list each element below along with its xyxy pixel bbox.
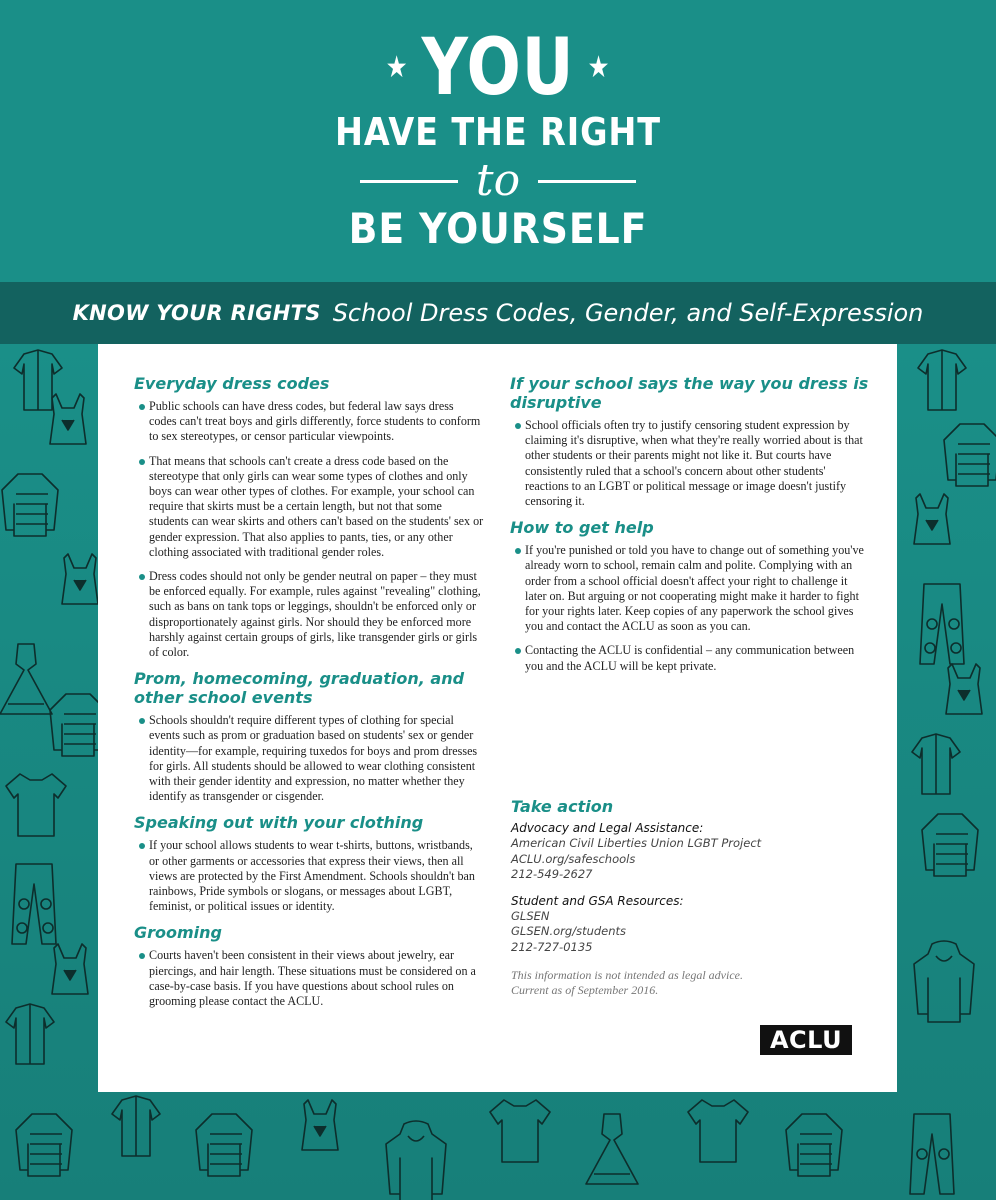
take-action-heading: Take action	[511, 797, 614, 816]
sweater-sketch-icon	[944, 424, 996, 486]
aclu-logo: ACLU	[760, 1025, 852, 1055]
advocacy-phone: 212-549-2627	[511, 867, 593, 881]
section-everyday-dress-codes	[134, 374, 484, 660]
bullet-list	[510, 418, 870, 509]
list-item: Schools shouldn't require different types of clothing for special events such as prom or graduation based on students' sex or gender identity—for example, requiring tuxedos for boys and prom dresses for girls. All students should be allowed to wear clothing consistent with their gender identity and expression, no matter whether they identify as transgender or cisgender.	[134, 713, 484, 804]
tanktop-sketch-icon	[62, 554, 98, 604]
tshirt-sketch-icon	[688, 1100, 748, 1162]
take-action-block	[511, 797, 851, 955]
star-icon-right: ★	[587, 50, 611, 85]
right-column	[510, 374, 870, 683]
student-phone: 212-727-0135	[511, 939, 593, 954]
sweater-sketch-icon	[922, 814, 978, 876]
section-heading: Everyday dress codes	[134, 374, 330, 393]
section-heading: Prom, homecoming, graduation, and other school events	[134, 669, 465, 708]
shirt-sketch-icon	[918, 350, 966, 410]
disclaimer-line: This information is not intended as legal advice.	[511, 968, 743, 982]
sweater-sketch-icon	[786, 1114, 842, 1176]
leggings-sketch-icon	[920, 584, 964, 664]
disclaimer-line: Current as of September 2016.	[511, 983, 659, 997]
section-grooming	[134, 923, 484, 1009]
bullet-list	[134, 713, 484, 804]
hero-header	[0, 0, 996, 282]
dress-sketch-icon	[586, 1114, 638, 1184]
student-resources-label: Student and GSA Resources:	[511, 893, 684, 908]
tanktop-sketch-icon	[302, 1100, 338, 1150]
hero-to: to	[475, 155, 521, 206]
sweater-sketch-icon	[16, 1114, 72, 1176]
hero-line-be-yourself: BE YOURSELF	[348, 204, 648, 253]
section-prom-events	[134, 669, 484, 804]
subtitle-band	[0, 282, 996, 344]
shirt-sketch-icon	[14, 350, 62, 410]
list-item: Dress codes should not only be gender neutral on paper – they must be enforced equally. For example, rules against "revealing" clothing, such as bans on tank tops or leggings, shouldn't be enforced only or disproportionately against girls. Nor should they be enforced more harshly against certain groups of girls, like transgender girls or girls of color.	[134, 569, 484, 660]
sweater-sketch-icon	[2, 474, 58, 536]
section-heading: How to get help	[510, 518, 654, 538]
section-speaking-out	[134, 813, 484, 914]
advocacy-label: Advocacy and Legal Assistance:	[511, 821, 704, 835]
hero-rule-left	[360, 180, 458, 183]
sweater-sketch-icon	[196, 1114, 252, 1176]
bullet-list	[134, 399, 484, 660]
advocacy-link[interactable]: ACLU.org/safeschools	[511, 851, 636, 866]
list-item: If you're punished or told you have to change out of something you've already worn to school, remain calm and polite. Complying with an order from a school official doesn't affect your right to challenge it later on. But arguing or not cooperating might make it harder to fight for your rights later. Keep copies of any paperwork the school gives you and contact the ACLU as soon as you can.	[510, 543, 870, 634]
leggings-sketch-icon	[910, 1114, 954, 1194]
legal-disclaimer	[511, 968, 851, 998]
hero-you: YOU	[421, 23, 575, 113]
tanktop-sketch-icon	[50, 394, 86, 444]
leggings-sketch-icon	[12, 864, 56, 944]
hoodie-sketch-icon	[914, 941, 974, 1022]
know-your-rights-label: KNOW YOUR RIGHTS	[72, 301, 321, 325]
list-item: Contacting the ACLU is confidential – any communication between you and the ACLU will be kept private.	[510, 643, 870, 673]
content-card	[98, 344, 897, 1092]
hoodie-sketch-icon	[386, 1121, 446, 1200]
section-disruptive	[510, 374, 870, 509]
tanktop-sketch-icon	[914, 494, 950, 544]
list-item: If your school allows students to wear t-shirts, buttons, wristbands, or other garments or accessories that express their views, then all views are protected by the First Amendment. Schools shouldn't ban rainbows, Pride symbols or slogans, or messages about LGBT, feminist, or political issues or identity.	[134, 838, 484, 914]
star-icon-left: ★	[385, 50, 409, 85]
section-heading: Speaking out with your clothing	[134, 813, 424, 833]
shirt-sketch-icon	[912, 734, 960, 794]
list-item: School officials often try to justify censoring student expression by claiming it's disruptive, when what they're really worried about is that other students or their parents might not like it. But courts have consistently ruled that a school's concern about other students' reactions to an LGBT or political message or image doesn't justify censoring it.	[510, 418, 870, 509]
band-subtitle: School Dress Codes, Gender, and Self-Expression	[332, 299, 924, 327]
list-item: That means that schools can't create a dress code based on the stereotype that only girls can wear some types of clothes and only boys can wear other types of clothes. For example, your school can require that skirts must be a certain length, but not that some students can wear skirts and others can't based on the students' sex or gender expression. That also applies to pants, ties, or any other clothing associated with traditional gender roles.	[134, 454, 484, 560]
hero-to-row	[0, 156, 996, 206]
tshirt-sketch-icon	[6, 774, 66, 836]
tanktop-sketch-icon	[52, 944, 88, 994]
shirt-sketch-icon	[112, 1096, 160, 1156]
section-get-help	[510, 518, 870, 674]
advocacy-org: American Civil Liberties Union LGBT Project	[511, 836, 762, 850]
list-item: Courts haven't been consistent in their views about jewelry, ear piercings, and hair length. These situations must be considered on a case-by-case basis. If you have questions about school rules on grooming please contact the ACLU.	[134, 948, 484, 1009]
list-item: Public schools can have dress codes, but federal law says dress codes can't treat boys and girls differently, force students to conform to sex stereotypes, or censor particular viewpoints.	[134, 399, 484, 445]
student-link[interactable]: GLSEN.org/students	[511, 924, 627, 938]
hero-line-have-the-right: HAVE THE RIGHT	[334, 110, 662, 154]
hero-you-row	[90, 23, 907, 113]
hero-rule-right	[538, 180, 636, 183]
left-column	[134, 374, 484, 1018]
section-heading: Grooming	[134, 923, 223, 943]
bullet-list	[510, 543, 870, 674]
tshirt-sketch-icon	[490, 1100, 550, 1162]
tanktop-sketch-icon	[946, 664, 982, 714]
dress-sketch-icon	[0, 644, 52, 714]
bullet-list	[134, 838, 484, 914]
student-org: GLSEN	[511, 908, 550, 923]
shirt-sketch-icon	[6, 1004, 54, 1064]
bullet-list	[134, 948, 484, 1009]
section-heading: If your school says the way you dress is disruptive	[510, 374, 869, 412]
